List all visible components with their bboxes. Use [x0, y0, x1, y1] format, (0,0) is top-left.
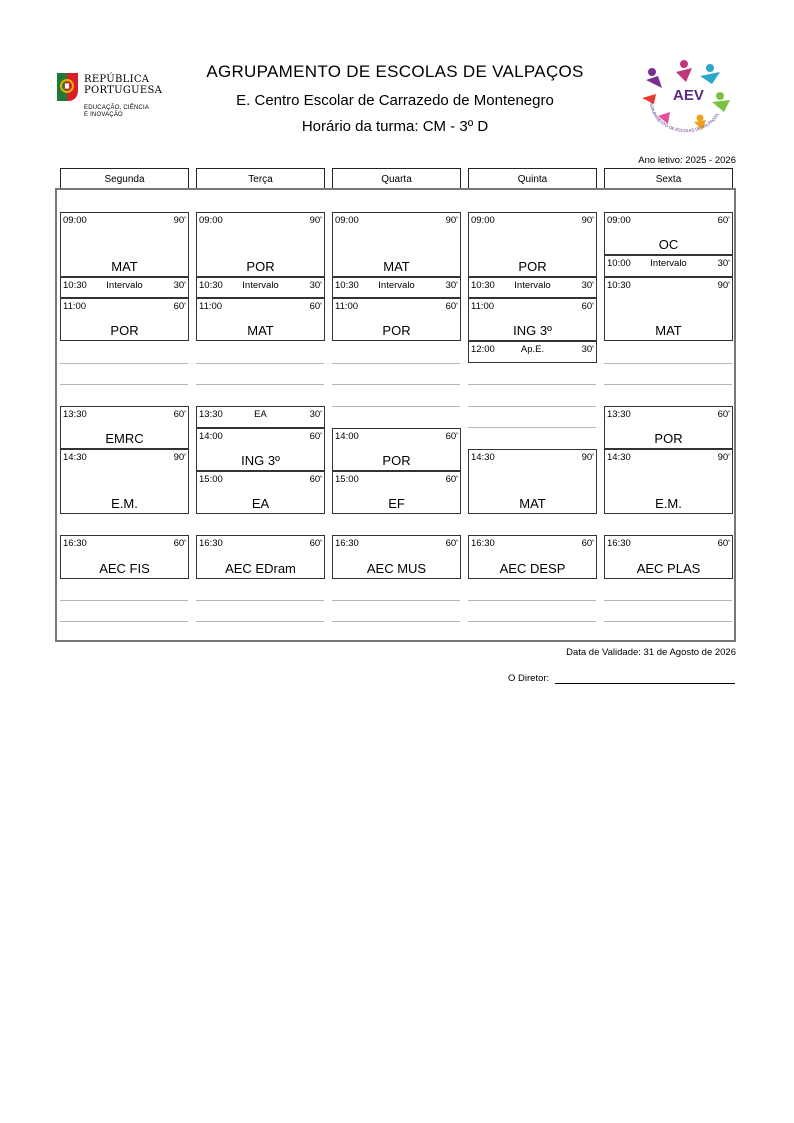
lesson-duration: 90'	[717, 452, 730, 463]
lesson-time: 12:00	[471, 344, 495, 355]
day-header-terca: Terça	[196, 168, 325, 188]
lesson-subject: AEC MUS	[366, 561, 427, 576]
lesson-subject: MAT	[519, 496, 546, 511]
lesson-block[interactable]	[468, 212, 597, 277]
lesson-duration: 60'	[309, 538, 322, 549]
lesson-duration: 30'	[445, 280, 458, 291]
lesson-time: 09:00	[607, 215, 631, 226]
break-block[interactable]	[468, 277, 597, 298]
lesson-duration: 60'	[445, 538, 458, 549]
empty-slot-line	[332, 363, 460, 364]
lesson-duration: 60'	[717, 215, 730, 226]
lesson-duration: 60'	[309, 431, 322, 442]
ano-letivo: Ano letivo: 2025 - 2026	[638, 155, 736, 166]
school-name: E. Centro Escolar de Carrazedo de Montenegro	[236, 92, 554, 109]
lesson-duration: 90'	[581, 215, 594, 226]
lesson-block[interactable]	[332, 428, 461, 471]
empty-slot-line	[468, 621, 596, 622]
lesson-subject: MAT	[111, 259, 138, 274]
lesson-subject: Ap.E.	[520, 344, 545, 355]
lesson-block[interactable]	[60, 535, 189, 579]
figure-green-icon	[716, 92, 724, 100]
lesson-time: 10:30	[335, 280, 359, 291]
lesson-duration: 90'	[173, 215, 186, 226]
break-block[interactable]	[332, 277, 461, 298]
lesson-block[interactable]	[332, 212, 461, 277]
lesson-time: 11:00	[335, 301, 359, 312]
republica-line1: REPÚBLICA	[84, 74, 150, 85]
lesson-subject: POR	[382, 453, 411, 468]
class-label: Horário da turma: CM - 3º D	[301, 118, 489, 135]
lesson-duration: 60'	[309, 301, 322, 312]
lesson-block[interactable]	[60, 406, 189, 449]
lesson-time: 11:00	[199, 301, 223, 312]
lesson-block[interactable]	[604, 449, 733, 514]
empty-slot-line	[332, 384, 460, 385]
empty-slot-line	[196, 621, 324, 622]
lesson-subject: POR	[246, 259, 275, 274]
lesson-duration: 30'	[173, 280, 186, 291]
director-label: O Diretor:	[508, 673, 550, 684]
lesson-subject: EA	[254, 409, 267, 420]
lesson-subject: Intervalo	[106, 280, 143, 291]
coat-of-arms-icon	[56, 72, 82, 104]
figure-purple-icon	[648, 68, 656, 76]
lesson-time: 16:30	[607, 538, 631, 549]
republica-subtitle	[84, 105, 149, 119]
lesson-subject: ING 3º	[513, 323, 552, 338]
lesson-time: 09:00	[63, 215, 87, 226]
lesson-time: 13:30	[607, 409, 631, 420]
lesson-subject: POR	[110, 323, 139, 338]
lesson-subject: Intervalo	[378, 280, 415, 291]
empty-slot-line	[604, 600, 732, 601]
lesson-subject: Intervalo	[242, 280, 279, 291]
empty-slot-line	[468, 384, 596, 385]
empty-slot-line	[196, 384, 324, 385]
lesson-duration: 60'	[173, 409, 186, 420]
lesson-duration: 60'	[173, 538, 186, 549]
lesson-subject: EF	[388, 496, 405, 511]
lesson-time: 14:30	[607, 452, 631, 463]
validity-date: Data de Validade: 31 de Agosto de 2026	[566, 647, 736, 658]
day-header-quinta: Quinta	[468, 168, 597, 188]
lesson-block[interactable]	[196, 298, 325, 341]
empty-slot-line	[604, 363, 732, 364]
lesson-duration: 30'	[581, 344, 594, 355]
lesson-time: 14:00	[335, 431, 359, 442]
lesson-block[interactable]	[60, 298, 189, 341]
lesson-subject: MAT	[247, 323, 274, 338]
lesson-duration: 90'	[717, 280, 730, 291]
break-block[interactable]	[60, 277, 189, 298]
lesson-block[interactable]	[332, 298, 461, 341]
lesson-time: 14:30	[471, 452, 495, 463]
empty-slot-line	[196, 600, 324, 601]
lesson-subject: OC	[658, 237, 679, 252]
lesson-block[interactable]	[60, 212, 189, 277]
empty-slot-line	[60, 384, 188, 385]
lesson-subject: Intervalo	[514, 280, 551, 291]
lesson-block[interactable]	[604, 406, 733, 449]
empty-slot-line	[332, 600, 460, 601]
lesson-subject: POR	[654, 431, 683, 446]
lesson-time: 10:00	[607, 258, 631, 269]
school-group-title: AGRUPAMENTO DE ESCOLAS DE VALPAÇOS	[206, 62, 584, 81]
aev-logo	[640, 58, 732, 138]
lesson-block[interactable]	[332, 535, 461, 579]
lesson-duration: 90'	[309, 215, 322, 226]
lesson-duration: 60'	[717, 538, 730, 549]
figure-cyan-icon	[706, 64, 714, 72]
empty-slot-line	[332, 621, 460, 622]
lesson-subject: EA	[251, 496, 270, 511]
day-header-sexta: Sexta	[604, 168, 733, 188]
republica-line2: PORTUGUESA	[84, 85, 163, 96]
lesson-time: 16:30	[63, 538, 87, 549]
empty-slot-line	[196, 363, 324, 364]
empty-slot-line	[60, 600, 188, 601]
lesson-subject: MAT	[383, 259, 410, 274]
lesson-block[interactable]	[60, 449, 189, 514]
lesson-duration: 60'	[717, 409, 730, 420]
lesson-time: 15:00	[335, 474, 359, 485]
lesson-time: 10:30	[199, 280, 223, 291]
lesson-duration: 30'	[309, 280, 322, 291]
lesson-subject: AEC DESP	[499, 561, 566, 576]
lesson-duration: 60'	[173, 301, 186, 312]
lesson-duration: 60'	[581, 538, 594, 549]
break-block[interactable]	[604, 255, 733, 277]
lesson-block[interactable]	[468, 341, 597, 363]
lesson-duration: 60'	[445, 474, 458, 485]
lesson-time: 16:30	[335, 538, 359, 549]
lesson-time: 09:00	[471, 215, 495, 226]
lesson-time: 14:30	[63, 452, 87, 463]
day-header-quarta: Quarta	[332, 168, 461, 188]
lesson-time: 11:00	[63, 301, 87, 312]
lesson-subject: POR	[518, 259, 547, 274]
lesson-subject: AEC FIS	[99, 561, 150, 576]
lesson-duration: 60'	[581, 301, 594, 312]
lesson-block[interactable]	[196, 428, 325, 471]
empty-slot-line	[60, 621, 188, 622]
lesson-time: 09:00	[335, 215, 359, 226]
lesson-time: 16:30	[471, 538, 495, 549]
figure-pink-icon	[680, 60, 688, 68]
lesson-time: 13:30	[199, 409, 223, 420]
break-block[interactable]	[196, 277, 325, 298]
lesson-block[interactable]	[196, 471, 325, 514]
lesson-duration: 30'	[717, 258, 730, 269]
lesson-duration: 60'	[309, 474, 322, 485]
lesson-block[interactable]	[468, 298, 597, 341]
lesson-block[interactable]	[468, 535, 597, 579]
lesson-block[interactable]	[604, 535, 733, 579]
lesson-block[interactable]	[332, 471, 461, 514]
lesson-block[interactable]	[196, 212, 325, 277]
lesson-duration: 30'	[581, 280, 594, 291]
lesson-duration: 60'	[445, 431, 458, 442]
lesson-time: 14:00	[199, 431, 223, 442]
republica-sub2: E INOVAÇÃO	[84, 112, 123, 118]
lesson-subject: MAT	[655, 323, 682, 338]
day-header-segunda: Segunda	[60, 168, 189, 188]
lesson-duration: 90'	[173, 452, 186, 463]
figure-orange-icon	[697, 115, 704, 122]
empty-slot-line	[468, 406, 596, 407]
lesson-subject: AEC PLAS	[636, 561, 701, 576]
aev-text: AEV	[673, 87, 704, 104]
lesson-subject: E.M.	[111, 496, 138, 511]
lesson-subject: EMRC	[105, 431, 144, 446]
lesson-block[interactable]	[604, 277, 733, 341]
lesson-time: 10:30	[471, 280, 495, 291]
lesson-time: 09:00	[199, 215, 223, 226]
lesson-duration: 30'	[309, 409, 322, 420]
aev-ring-text: AGRUPAMENTO DE ESCOLAS DE VALPAÇOS	[648, 101, 720, 134]
lesson-block[interactable]	[196, 406, 325, 428]
lesson-subject: AEC EDram	[225, 561, 296, 576]
empty-slot-line	[60, 363, 188, 364]
lesson-duration: 90'	[445, 215, 458, 226]
empty-slot-line	[468, 600, 596, 601]
lesson-subject: POR	[382, 323, 411, 338]
lesson-block[interactable]	[604, 212, 733, 255]
svg-text:AGRUPAMENTO DE ESCOLAS DE VALP	[649, 102, 720, 133]
republica-sub1: EDUCAÇÃO, CIÊNCIA	[84, 105, 150, 111]
lesson-block[interactable]	[196, 535, 325, 579]
empty-slot-line	[332, 406, 460, 407]
lesson-time: 13:30	[63, 409, 87, 420]
empty-slot-line	[468, 427, 596, 428]
lesson-subject: ING 3º	[241, 453, 280, 468]
lesson-time: 10:30	[607, 280, 631, 291]
republica-portuguesa-logo	[56, 72, 176, 122]
lesson-duration: 90'	[581, 452, 594, 463]
empty-slot-line	[604, 621, 732, 622]
lesson-duration: 60'	[445, 301, 458, 312]
lesson-subject: E.M.	[655, 496, 682, 511]
lesson-time: 16:30	[199, 538, 223, 549]
lesson-subject: Intervalo	[650, 258, 687, 269]
lesson-block[interactable]	[468, 449, 597, 514]
lesson-time: 11:00	[471, 301, 495, 312]
lesson-time: 10:30	[63, 280, 87, 291]
empty-slot-line	[604, 384, 732, 385]
director-signature-line	[555, 683, 735, 684]
lesson-time: 15:00	[199, 474, 223, 485]
